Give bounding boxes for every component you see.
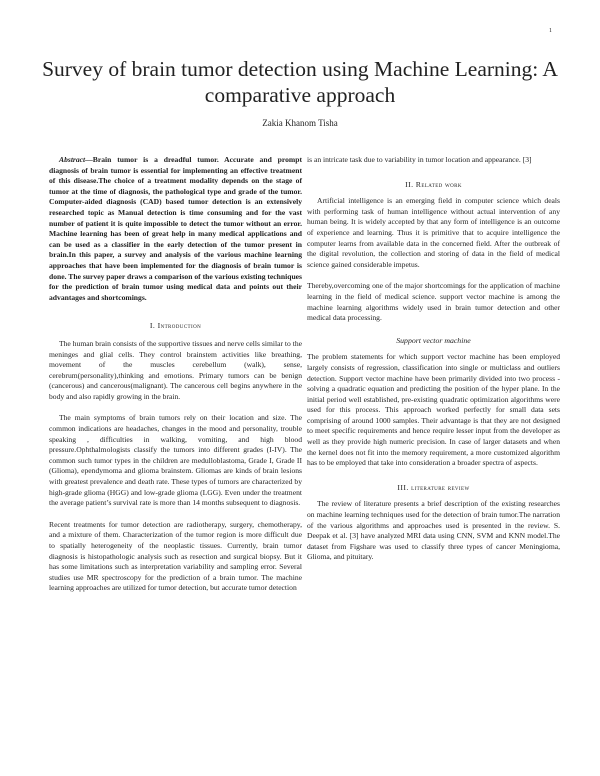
svm-paragraph: The problem statements for which support vector machine has been employed largely consists of regression, classification into single or multiclass and outliers detection. Support vector machine have been primarily divided into two process - solving a quadratic equation and predicting the position of the hyper plane. In the initial period well established, pre-existing quadratic optimization algorithms were used for this process. This approach worked perfectly for small data sets comprising of around 1000 samples. Their advantage is that they are not designed to meet specific requirements and hence require lesser input from the developer as well as they provide high numeric precision. In case of larger datasets and when the kernel does not fit into the memory requirement, a more customized algorithm has to be employed that take into consideration a broader spectra of aspects. — [307, 352, 560, 468]
abstract-lead: Abstract — [59, 155, 86, 164]
author-name: Zakia Khanom Tisha — [262, 118, 338, 128]
introduction-heading: I. Introduction — [149, 321, 202, 331]
abstract — [49, 155, 302, 303]
literature-review-heading: III. literature review — [397, 482, 470, 492]
related-work-paragraph-1: Artificial intelligence is an emerging field in computer science which deals with performing task of human intelligence without actual intervention of any human being. It is widely accepted by that any form of intelligence is an outcome of experience and learning. Thus it is primitive that to acquire intelligence the computer learns from available data in the concerned field. After the outbreak of the digital revolution, the collection and storing of data in the field of medical science gained considerable impetus. — [307, 196, 560, 269]
right-column — [307, 155, 560, 563]
literature-review-paragraph: The review of literature presents a brief description of the existing researches on machine learning techniques used for the detection of brain tumor.The narration of the various algorithms and approaches used is presented in the review. S. Deepak et al. [3] have analyzed MRI data using CNN, SVM and KNN model.The dataset from Figshare was used to classify three types of cancer Meningioma, Glioma, and pituitary. — [307, 499, 560, 562]
intro-paragraph-3: Recent treatments for tumor detection are radiotherapy, surgery, chemotherapy, and a mixture of them. Characterization of the tumor region is more difficult due to spatially heterogeneity of the neoplastic tissues. Currently, brain tumor diagnosis is histopathologic analysis such as resection and surgical biopsy. But it has some limitations such as interpretation variability and sampling error. Several studies use MR spectroscopy for the prediction of a brain tumor. The machine learning approaches are utilized for tumor detection, but accurate tumor detection — [49, 519, 302, 593]
paper-title: Survey of brain tumor detection using Machine Learning: A comparative approach — [42, 57, 558, 107]
svm-heading: Support vector machine — [396, 335, 471, 345]
abstract-text: —Brain tumor is a dreadful tumor. Accurate and prompt diagnosis of brain tumor is essential for implementing an effective treatment of this disease.The choice of a treatment modality depends on the stage of tumor at the time of diagnosis, the pathological type and grade of the tumor. Computer-aided diagnosis (CAD) based tumor detection is an extensively researched topic as Manual detection is time consuming and for the vast number of patient it is quite impossible to detect the tumor without an error. Machine learning has been of great help in many medical applications and can be used as a classifier in the early detection of the tumor present in brain.In this paper, a survey and analysis of the various machine learning approaches that have been implemented for the diagnosis of brain tumor is done. The survey paper draws a comparison of the various existing techniques for the prediction of brain tumor using medical data and points out their advantages and shortcomings. — [49, 155, 302, 302]
intro-continuation: is an intricate task due to variability in tumor location and appearance. [3] — [307, 155, 532, 164]
page-number: 1 — [549, 28, 552, 34]
intro-paragraph-2: The main symptoms of brain tumors rely on their location and size. The common indications are headaches, changes in the mood and personality, trouble speaking , difficulties in walking, vomiting, and high blood pressure.Ophthalmologists classify the tumors into different grades (I-IV). The common such tumor types in the children are medulloblastoma, Grade I, Grade II (Glioma), ependymoma and glioma brainstem. Gliomas are kinds of brain lesions with greatest prevalence and death rate. These types of tumors are characterized by high-grade glioma (HGG) and low-grade glioma (LGG). Even under the treatment the average patient’s survival rate is more than 14 months subsequent to diagnosis. — [49, 413, 302, 508]
related-work-heading: II. Related work — [405, 179, 462, 189]
related-work-paragraph-2: Thereby,overcoming one of the major shortcomings for the application of machine learning in the field of medical science. support vector machine is among the machine learning algorithms widely used in brain tumor detection and other medical data processing. — [307, 281, 560, 323]
intro-paragraph-1: The human brain consists of the supportive tissues and nerve cells similar to the meninges and glial cells. They control brainstem activities like breathing, movement of the muscles cerebellum (walk), sense, cerebrum(personality),thinking and emotions. Primary tumors can be benign (cancerous) and cancerous(malignant). The cancerous cell begins anywhere in the body and also rapidly growing in the brain. — [49, 338, 302, 401]
left-column — [49, 155, 302, 594]
